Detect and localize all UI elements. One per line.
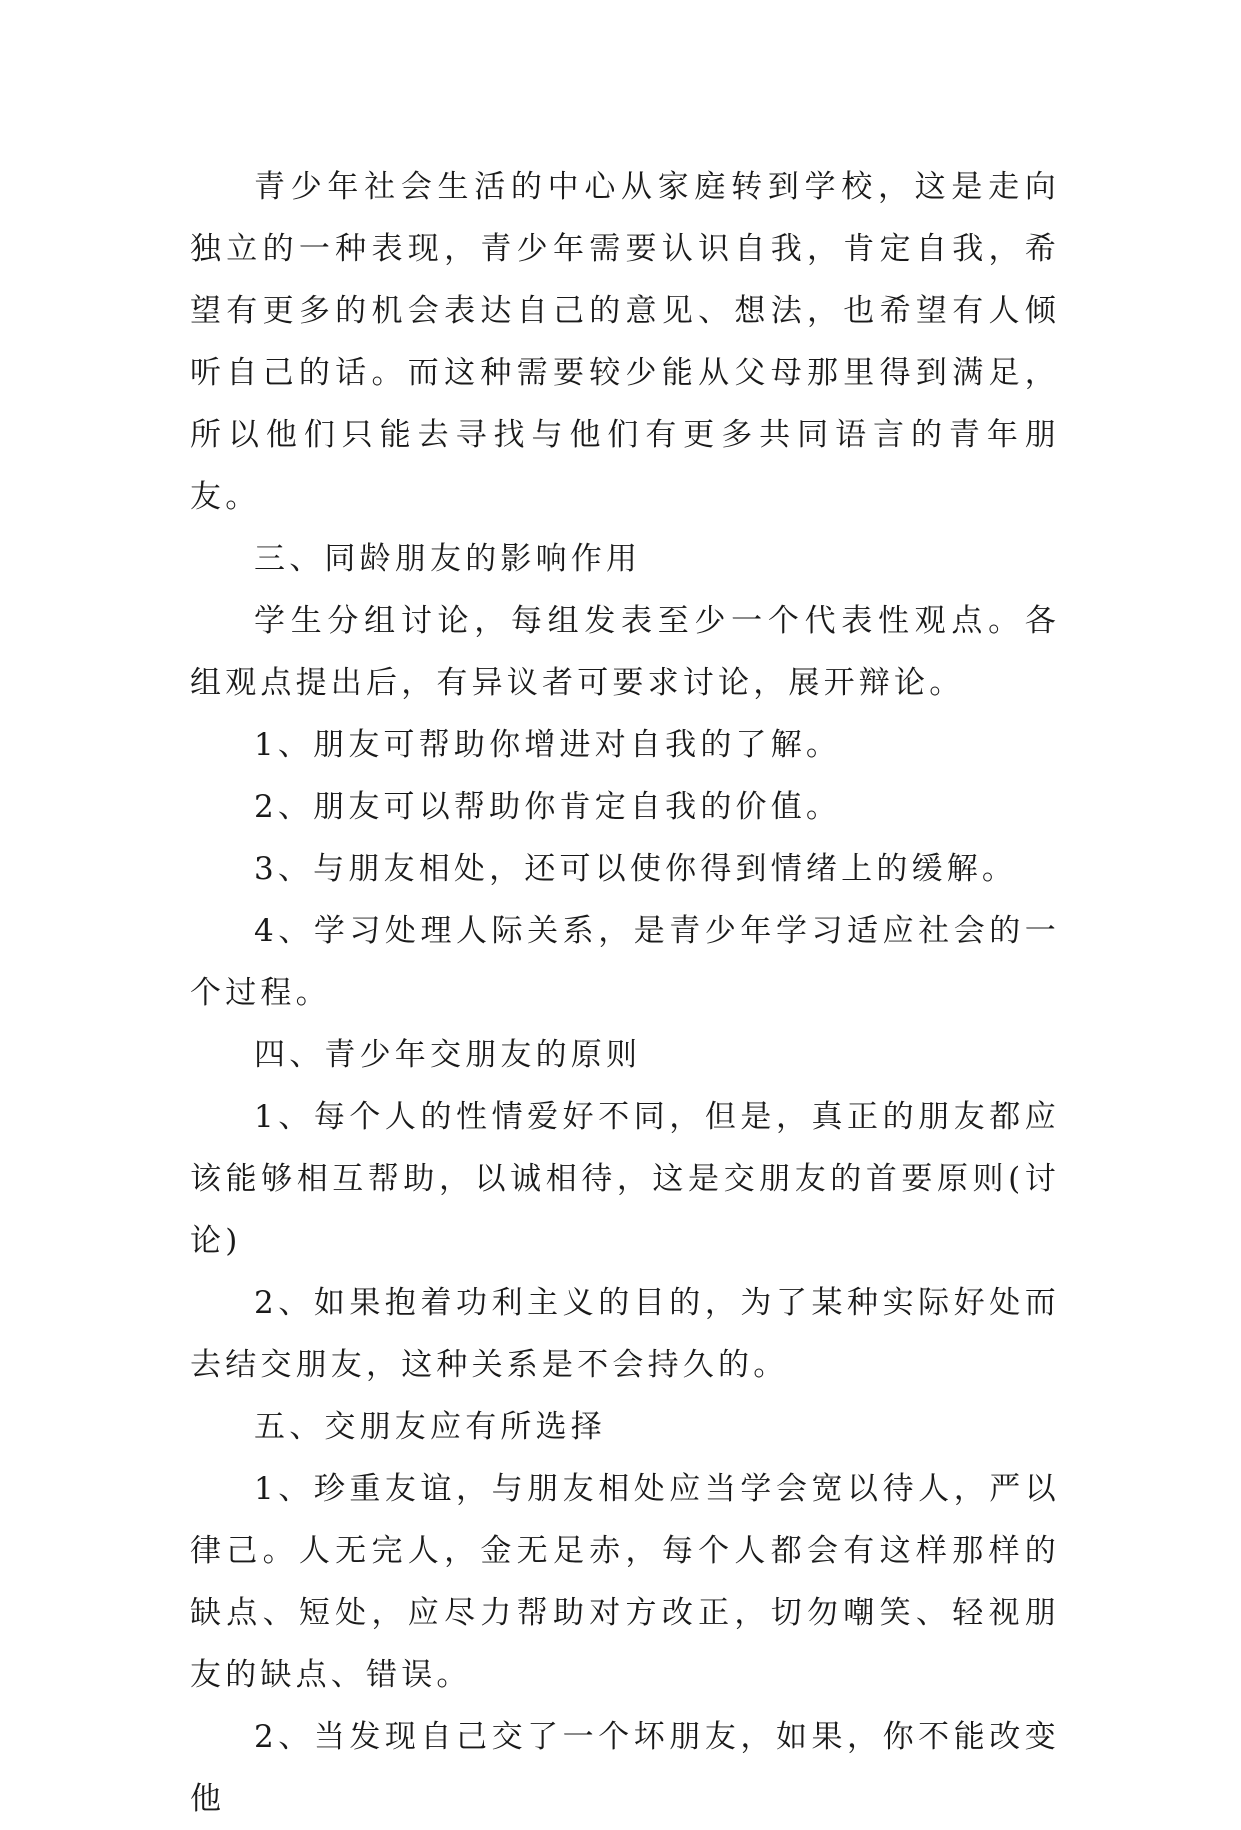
list-item: 2、如果抱着功利主义的目的，为了某种实际好处而去结交朋友，这种关系是不会持久的。 — [190, 1285, 1060, 1383]
list-item: 2、当发现自己交了一个坏朋友，如果，你不能改变他 — [190, 1719, 1060, 1817]
list-item: 1、每个人的性情爱好不同，但是，真正的朋友都应该能够相互帮助，以诚相待，这是交朋友的首要原则(讨论) — [190, 1099, 1060, 1259]
paragraph-intro: 青少年社会生活的中心从家庭转到学校，这是走向独立的一种表现，青少年需要认识自我，肯定自我，希望有更多的机会表达自己的意见、想法，也希望有人倾听自己的话。而这种需要较少能从父母那里得到满足，所以他们只能去寻找与他们有更多共同语言的青年朋友。 — [190, 169, 1060, 515]
list-item: 1、朋友可帮助你增进对自我的了解。 — [254, 727, 842, 763]
list-item: 3、与朋友相处，还可以使你得到情绪上的缓解。 — [254, 851, 1018, 887]
list-item: 2、朋友可以帮助你肯定自我的价值。 — [254, 789, 842, 825]
list-item: 1、珍重友谊，与朋友相处应当学会宽以待人，严以律己。人无完人，金无足赤，每个人都会有这样那样的缺点、短处，应尽力帮助对方改正，切勿嘲笑、轻视朋友的缺点、错误。 — [190, 1471, 1060, 1693]
section-heading-5: 五、交朋友应有所选择 — [254, 1409, 606, 1445]
section-heading-3: 三、同龄朋友的影响作用 — [254, 541, 642, 577]
paragraph-discussion: 学生分组讨论，每组发表至少一个代表性观点。各组观点提出后，有异议者可要求讨论，展开辩论。 — [190, 603, 1060, 701]
list-item: 4、学习处理人际关系，是青少年学习适应社会的一个过程。 — [190, 913, 1060, 1011]
section-heading-4: 四、青少年交朋友的原则 — [254, 1037, 642, 1073]
document-body — [190, 156, 1060, 1830]
